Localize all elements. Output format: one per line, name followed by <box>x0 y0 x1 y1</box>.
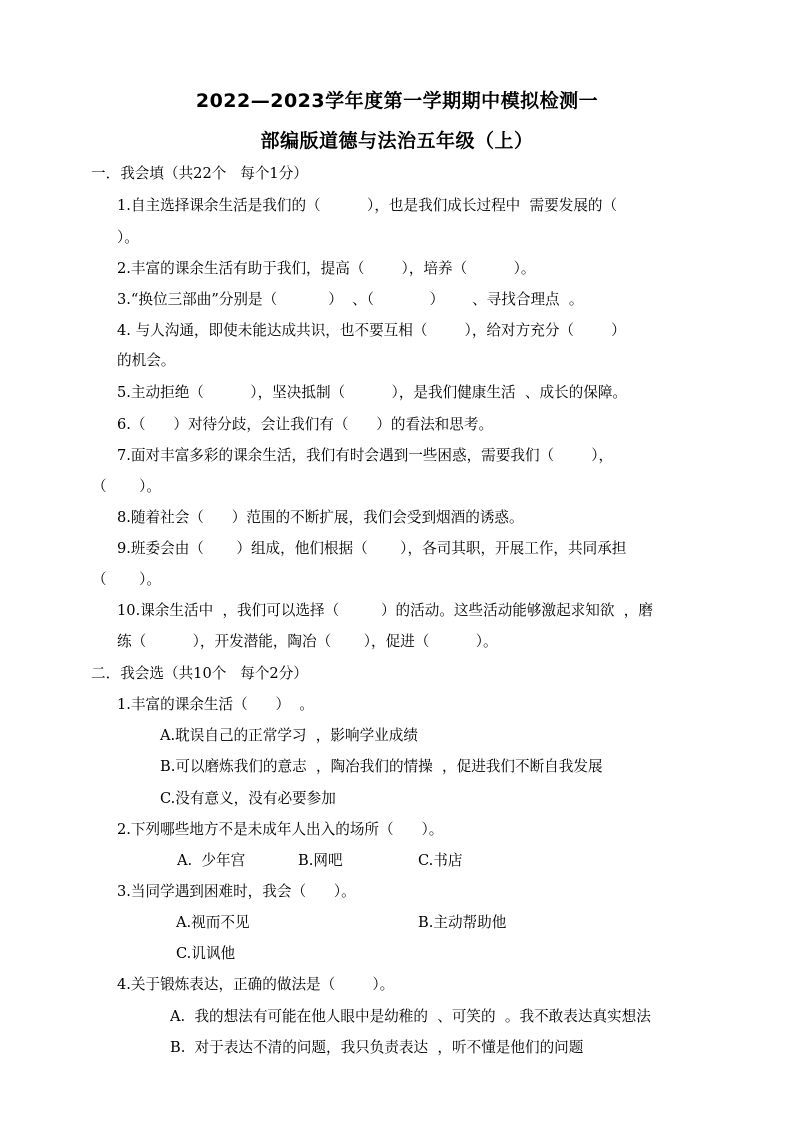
question-2-4-option-b: B. 对于表达不清的问题，我只负责表达 ，听不懂是他们的问题 <box>170 1039 584 1056</box>
question-2-1-option-b: B.可以磨炼我们的意志 ，陶冶我们的情操 ，促进我们不断自我发展 <box>160 758 603 775</box>
question-1-7-line-2: （ ）。 <box>92 478 161 495</box>
question-2-1-option-a: A.耽误自己的正常学习 ，影响学业成绩 <box>160 727 418 744</box>
question-1-6: 6.（ ）对待分歧，会让我们有（ ）的看法和思考。 <box>117 416 494 433</box>
exam-subtitle: 部编版道德与法治五年级（上） <box>260 130 534 152</box>
question-2-3-option-b: B.主动帮助他 <box>418 914 507 931</box>
question-1-7-line-1: 7.面对丰富多彩的课余生活，我们有时会遇到一些困惑，需要我们（ ）， <box>117 447 614 464</box>
question-2-4-stem: 4.关于锻炼表达，正确的做法是（ ）。 <box>117 976 395 993</box>
question-2-1-option-c: C.没有意义，没有必要参加 <box>160 790 336 807</box>
question-1-5: 5.主动拒绝（ ），坚决抵制（ ），是我们健康生活 、成长的保障。 <box>117 384 628 401</box>
question-1-9-line-2: （ ）。 <box>92 571 161 588</box>
question-2-3-option-a: A.视而不见 <box>176 914 250 931</box>
question-2-3-option-c: C.讥讽他 <box>176 945 236 962</box>
question-1-8: 8.随着社会（ ）范围的不断扩展，我们会受到烟酒的诱惑。 <box>117 509 524 526</box>
question-1-1-line-1: 1.自主选择课余生活是我们的（ ），也是我们成长过程中 需要发展的（ <box>117 197 618 214</box>
question-1-1-line-2: ）。 <box>117 229 139 246</box>
question-1-10-line-1: 10.课余生活中 ，我们可以选择（ ）的活动。这些活动能够激起求知欲 ，磨 <box>117 602 653 619</box>
question-2-2-option-b: B.网吧 <box>298 852 343 869</box>
question-2-1-stem: 1.丰富的课余生活（ ） 。 <box>117 696 314 713</box>
section-1-heading: 一．我会填（共22个 每个1分） <box>91 165 308 182</box>
question-2-2-stem: 2.下列哪些地方不是未成年人出入的场所（ ）。 <box>117 821 444 838</box>
question-1-4-line-1: 4. 与人沟通，即使未能达成共识，也不要互相（ ），给对方充分（ ） <box>117 322 626 339</box>
question-1-4-line-2: 的机会。 <box>117 352 176 369</box>
question-1-10-line-2: 练（ ），开发潜能，陶冶（ ），促进（ ）。 <box>117 633 498 650</box>
question-2-3-stem: 3.当同学遇到困难时，我会（ ）。 <box>117 883 356 900</box>
question-2-2-option-c: C.书店 <box>418 852 463 869</box>
exam-title: 2022—2023学年度第一学期期中模拟检测一 <box>195 90 599 112</box>
question-2-4-option-a: A. 我的想法有可能在他人眼中是幼稚的 、可笑的 。我不敢表达真实想法 <box>170 1008 651 1025</box>
question-1-2: 2.丰富的课余生活有助于我们，提高（ ），培养（ ）。 <box>117 260 536 277</box>
question-1-3: 3.“换位三部曲”分别是（ ） 、（ ） 、寻找合理点 。 <box>117 291 584 308</box>
section-2-heading: 二．我会选（共10个 每个2分） <box>91 665 308 682</box>
question-1-9-line-1: 9.班委会由（ ）组成，他们根据（ ），各司其职，开展工作，共同承担 <box>117 540 627 557</box>
question-2-2-option-a: A. 少年宫 <box>177 852 246 869</box>
